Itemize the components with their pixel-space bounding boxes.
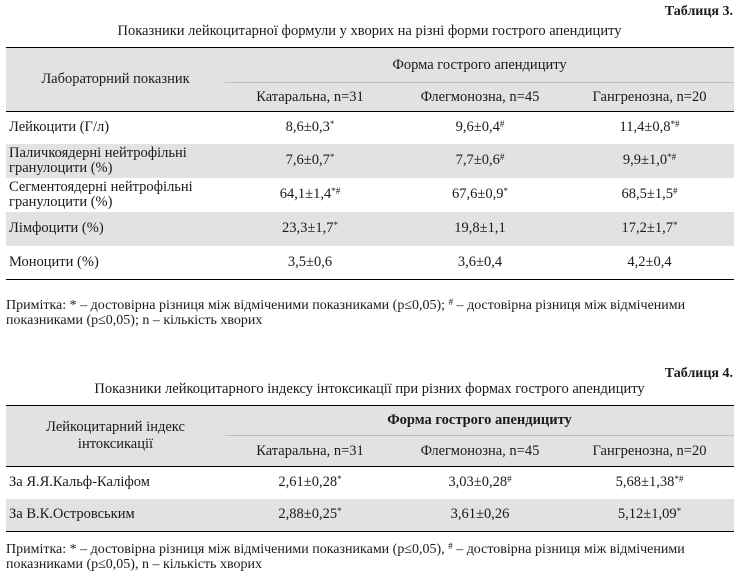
table-cell: 9,9±1,0*#: [622, 152, 677, 168]
table-cell: 17,2±1,7*: [621, 220, 678, 236]
significance-mark: *: [333, 220, 338, 230]
table-cell: 7,7±0,6#: [455, 152, 505, 168]
significance-mark: *#: [670, 119, 680, 130]
table3-note: Примітка: * – достовірна різниця між відміченими показниками (p≤0,05); # – достовірна різниця між відміченими показниками (p≤0,05); n – кількість хворих: [6, 297, 686, 328]
table3-label: Таблиця 3.: [664, 4, 733, 19]
table3-col-header: Гангренозна, n=20: [565, 83, 734, 112]
table-cell: 3,61±0,26: [395, 499, 565, 532]
significance-mark: *#: [667, 152, 677, 162]
significance-mark: *#: [331, 186, 341, 196]
table-cell: 2,88±0,25*: [225, 499, 395, 532]
significance-mark: *: [676, 506, 682, 517]
significance-mark: #: [499, 152, 505, 162]
table-cell: 3,6±0,4: [395, 246, 565, 280]
table-cell: 68,5±1,5#: [621, 186, 678, 202]
table3-row-header: Лабораторний показник: [6, 48, 225, 112]
table-cell: 5,12±1,09*: [565, 499, 734, 532]
table4-label: Таблиця 4.: [664, 366, 733, 381]
table4-row-header: Лейкоцитарний індекс інтоксикації: [6, 406, 225, 467]
table-cell: 64,1±1,4*#: [279, 186, 341, 202]
row-label: Сегментоядерні нейтрофільні гранулоцити (%): [9, 178, 193, 210]
row-label: Лейкоцити (Г/л): [6, 112, 225, 144]
significance-mark: #: [672, 186, 678, 196]
table-row: [6, 467, 734, 499]
table4-note: Примітка: * – достовірна різниця між відміченими показниками (p≤0,05), # – достовірна різниця між відміченими показниками (p≤0,05), n – кількість хворих: [6, 541, 685, 572]
table4-title: Показники лейкоцитарного індексу інтоксикації при різних формах гострого апендициту: [94, 381, 645, 397]
significance-mark: *#: [674, 474, 684, 485]
table4-col-header: Флегмонозна, n=45: [395, 436, 565, 467]
table-row: [6, 246, 734, 280]
row-label: Лімфоцити (%): [9, 220, 104, 236]
table-cell: 8,6±0,3*: [225, 112, 395, 144]
significance-mark: *: [337, 506, 342, 517]
table3-group-header: Форма гострого апендициту: [225, 48, 734, 83]
row-label: За Я.Я.Кальф-Каліфом: [6, 467, 225, 499]
table-cell: 3,03±0,28#: [395, 467, 565, 499]
table-cell: 2,61±0,28*: [225, 467, 395, 499]
table-cell: 3,5±0,6: [225, 246, 395, 280]
table3-title: Показники лейкоцитарної формули у хворих на різні форми гострого апендициту: [117, 23, 622, 39]
table-cell: 5,68±1,38*#: [565, 467, 734, 499]
table-cell: 4,2±0,4: [565, 246, 734, 280]
table-cell: 11,4±0,8*#: [565, 112, 734, 144]
table3: [6, 47, 734, 280]
significance-mark: *: [329, 152, 335, 162]
table-row: [6, 212, 734, 246]
table4-col-header: Катаральна, n=31: [225, 436, 395, 467]
table-row: [6, 144, 734, 178]
table-row: [6, 112, 734, 144]
significance-mark: *: [503, 186, 508, 196]
row-label: За В.К.Островським: [6, 499, 225, 532]
table4-group-header: Форма гострого апендициту: [225, 406, 734, 436]
significance-mark: #: [499, 119, 505, 130]
table-cell: 23,3±1,7*: [282, 220, 338, 236]
significance-mark: *: [329, 119, 335, 130]
significance-mark: *: [672, 220, 678, 230]
table4: [6, 405, 734, 532]
table4-col-header: Гангренозна, n=20: [565, 436, 734, 467]
table3-col-header: Флегмонозна, n=45: [395, 83, 565, 112]
table-cell: 9,6±0,4#: [395, 112, 565, 144]
row-label: Паличкоядерні нейтрофільні гранулоцити (%): [9, 144, 187, 176]
table-cell: 7,6±0,7*: [285, 152, 335, 168]
table-row: [6, 178, 734, 212]
table-cell: 19,8±1,1: [454, 220, 506, 236]
table3-col-header: Катаральна, n=31: [225, 83, 395, 112]
row-label: Моноцити (%): [6, 246, 225, 280]
significance-mark: #: [507, 474, 512, 485]
table-cell: 67,6±0,9*: [452, 186, 508, 202]
table-row: [6, 499, 734, 532]
significance-mark: *: [337, 474, 342, 485]
